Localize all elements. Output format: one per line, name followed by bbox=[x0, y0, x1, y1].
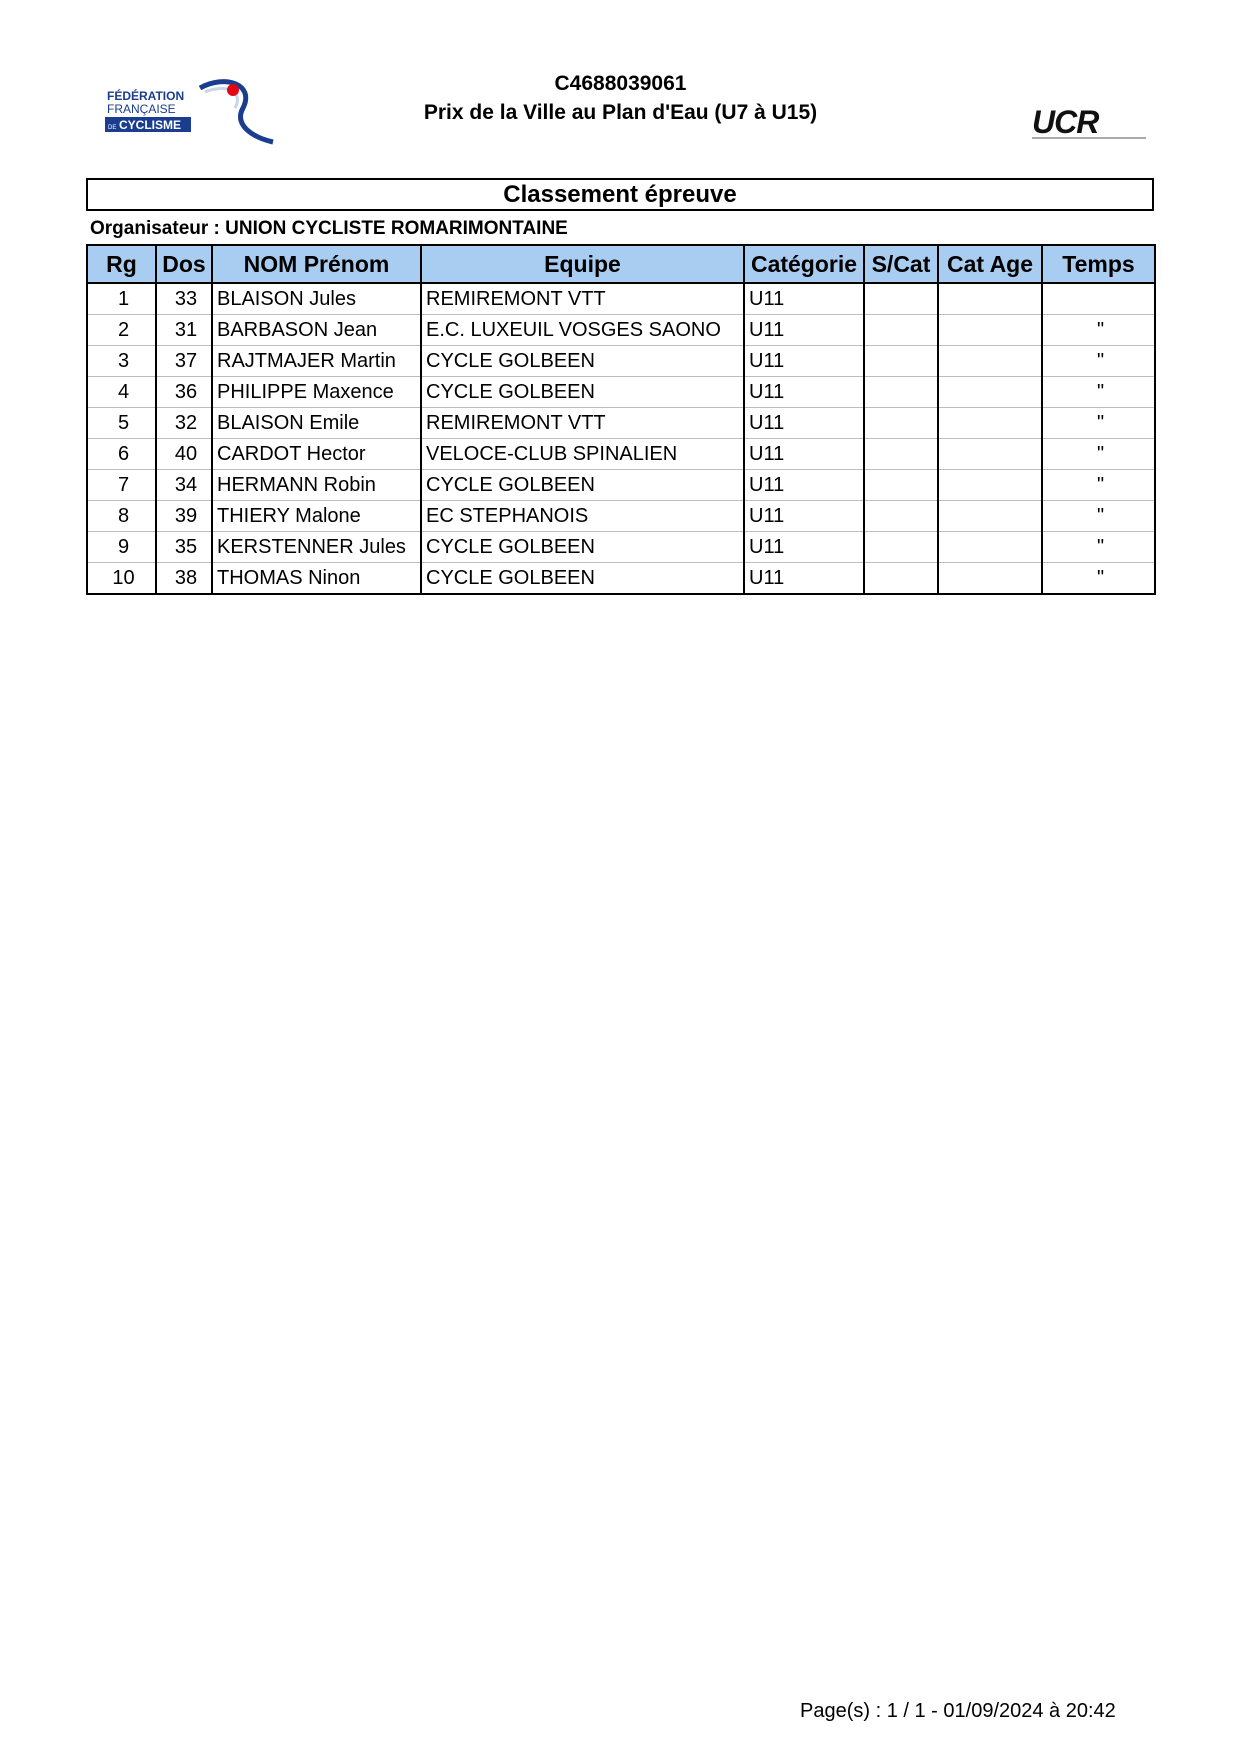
cell-cat-age bbox=[938, 532, 1042, 563]
cell-nom-prenom: PHILIPPE Maxence bbox=[212, 377, 421, 408]
event-code: C4688039061 bbox=[554, 72, 687, 95]
cell-equipe: VELOCE-CLUB SPINALIEN bbox=[421, 439, 744, 470]
table-row bbox=[87, 532, 1155, 563]
col-header-categorie: Catégorie bbox=[744, 245, 864, 283]
cell-nom-prenom: THOMAS Ninon bbox=[212, 563, 421, 595]
cell-temps: " bbox=[1042, 346, 1155, 377]
cell-categorie: U11 bbox=[744, 346, 864, 377]
cell-equipe: CYCLE GOLBEEN bbox=[421, 563, 744, 595]
col-header-rg: Rg bbox=[87, 245, 156, 283]
cell-temps: " bbox=[1042, 532, 1155, 563]
col-header-scat: S/Cat bbox=[864, 245, 938, 283]
table-row bbox=[87, 501, 1155, 532]
svg-text:CYCLISME: CYCLISME bbox=[119, 118, 182, 132]
col-header-temps: Temps bbox=[1042, 245, 1155, 283]
cell-scat bbox=[864, 377, 938, 408]
cell-dos: 40 bbox=[156, 439, 212, 470]
table-row bbox=[87, 408, 1155, 439]
cell-equipe: REMIREMONT VTT bbox=[421, 408, 744, 439]
cell-temps: " bbox=[1042, 563, 1155, 595]
cell-rg: 10 bbox=[87, 563, 156, 595]
cell-rg: 7 bbox=[87, 470, 156, 501]
svg-text:DE: DE bbox=[108, 125, 117, 131]
cell-categorie: U11 bbox=[744, 532, 864, 563]
cell-categorie: U11 bbox=[744, 377, 864, 408]
document-title: Classement épreuve bbox=[86, 178, 1154, 211]
cell-rg: 3 bbox=[87, 346, 156, 377]
cell-dos: 36 bbox=[156, 377, 212, 408]
cell-scat bbox=[864, 563, 938, 595]
cell-rg: 6 bbox=[87, 439, 156, 470]
cell-nom-prenom: CARDOT Hector bbox=[212, 439, 421, 470]
cell-dos: 38 bbox=[156, 563, 212, 595]
cell-cat-age bbox=[938, 346, 1042, 377]
cell-categorie: U11 bbox=[744, 563, 864, 595]
cell-temps: " bbox=[1042, 377, 1155, 408]
cell-dos: 35 bbox=[156, 532, 212, 563]
cell-dos: 33 bbox=[156, 283, 212, 315]
cell-categorie: U11 bbox=[744, 470, 864, 501]
table-row bbox=[87, 315, 1155, 346]
cell-rg: 2 bbox=[87, 315, 156, 346]
table-row bbox=[87, 377, 1155, 408]
cell-dos: 34 bbox=[156, 470, 212, 501]
cell-equipe: CYCLE GOLBEEN bbox=[421, 377, 744, 408]
cell-cat-age bbox=[938, 563, 1042, 595]
cell-cat-age bbox=[938, 315, 1042, 346]
cell-temps: " bbox=[1042, 470, 1155, 501]
cell-equipe: E.C. LUXEUIL VOSGES SAONO bbox=[421, 315, 744, 346]
cell-cat-age bbox=[938, 377, 1042, 408]
cell-scat bbox=[864, 346, 938, 377]
cell-categorie: U11 bbox=[744, 283, 864, 315]
col-header-dos: Dos bbox=[156, 245, 212, 283]
cell-nom-prenom: BLAISON Jules bbox=[212, 283, 421, 315]
cell-cat-age bbox=[938, 501, 1042, 532]
table-row bbox=[87, 563, 1155, 595]
cell-equipe: CYCLE GOLBEEN bbox=[421, 346, 744, 377]
cell-rg: 8 bbox=[87, 501, 156, 532]
cell-nom-prenom: RAJTMAJER Martin bbox=[212, 346, 421, 377]
event-name: Prix de la Ville au Plan d'Eau (U7 à U15) bbox=[423, 101, 818, 124]
cell-categorie: U11 bbox=[744, 408, 864, 439]
svg-text:FÉDÉRATION: FÉDÉRATION bbox=[107, 89, 185, 103]
cell-cat-age bbox=[938, 439, 1042, 470]
cell-temps: " bbox=[1042, 501, 1155, 532]
cell-temps: " bbox=[1042, 315, 1155, 346]
cell-temps: " bbox=[1042, 408, 1155, 439]
cell-rg: 4 bbox=[87, 377, 156, 408]
cell-scat bbox=[864, 315, 938, 346]
cell-scat bbox=[864, 283, 938, 315]
cell-categorie: U11 bbox=[744, 439, 864, 470]
col-header-equipe: Equipe bbox=[421, 245, 744, 283]
cell-rg: 1 bbox=[87, 283, 156, 315]
table-header-row bbox=[87, 245, 1155, 283]
cell-temps: " bbox=[1042, 439, 1155, 470]
table-row bbox=[87, 283, 1155, 315]
cell-nom-prenom: BARBASON Jean bbox=[212, 315, 421, 346]
organizer-line: Organisateur : UNION CYCLISTE ROMARIMONTAINE bbox=[90, 218, 568, 239]
table-row bbox=[87, 470, 1155, 501]
col-header-cat-age: Cat Age bbox=[938, 245, 1042, 283]
table-row bbox=[87, 439, 1155, 470]
cell-scat bbox=[864, 470, 938, 501]
cell-dos: 37 bbox=[156, 346, 212, 377]
cell-scat bbox=[864, 532, 938, 563]
cell-nom-prenom: KERSTENNER Jules bbox=[212, 532, 421, 563]
cell-temps bbox=[1042, 283, 1155, 315]
cell-equipe: CYCLE GOLBEEN bbox=[421, 470, 744, 501]
col-header-nom-prenom: NOM Prénom bbox=[212, 245, 421, 283]
table-row bbox=[87, 346, 1155, 377]
cell-equipe: CYCLE GOLBEEN bbox=[421, 532, 744, 563]
cell-categorie: U11 bbox=[744, 501, 864, 532]
svg-text:UCR: UCR bbox=[1032, 106, 1099, 140]
cell-scat bbox=[864, 439, 938, 470]
cell-rg: 9 bbox=[87, 532, 156, 563]
cell-cat-age bbox=[938, 408, 1042, 439]
results-table bbox=[86, 244, 1156, 595]
page-footer: Page(s) : 1 / 1 - 01/09/2024 à 20:42 bbox=[800, 1700, 1116, 1722]
cell-dos: 39 bbox=[156, 501, 212, 532]
cell-rg: 5 bbox=[87, 408, 156, 439]
cell-dos: 31 bbox=[156, 315, 212, 346]
cell-nom-prenom: BLAISON Emile bbox=[212, 408, 421, 439]
cell-scat bbox=[864, 408, 938, 439]
cell-cat-age bbox=[938, 470, 1042, 501]
cell-scat bbox=[864, 501, 938, 532]
cell-equipe: EC STEPHANOIS bbox=[421, 501, 744, 532]
cell-equipe: REMIREMONT VTT bbox=[421, 283, 744, 315]
cell-cat-age bbox=[938, 283, 1042, 315]
svg-text:FRANÇAISE: FRANÇAISE bbox=[107, 102, 176, 116]
cell-dos: 32 bbox=[156, 408, 212, 439]
cell-nom-prenom: THIERY Malone bbox=[212, 501, 421, 532]
cell-categorie: U11 bbox=[744, 315, 864, 346]
cell-nom-prenom: HERMANN Robin bbox=[212, 470, 421, 501]
